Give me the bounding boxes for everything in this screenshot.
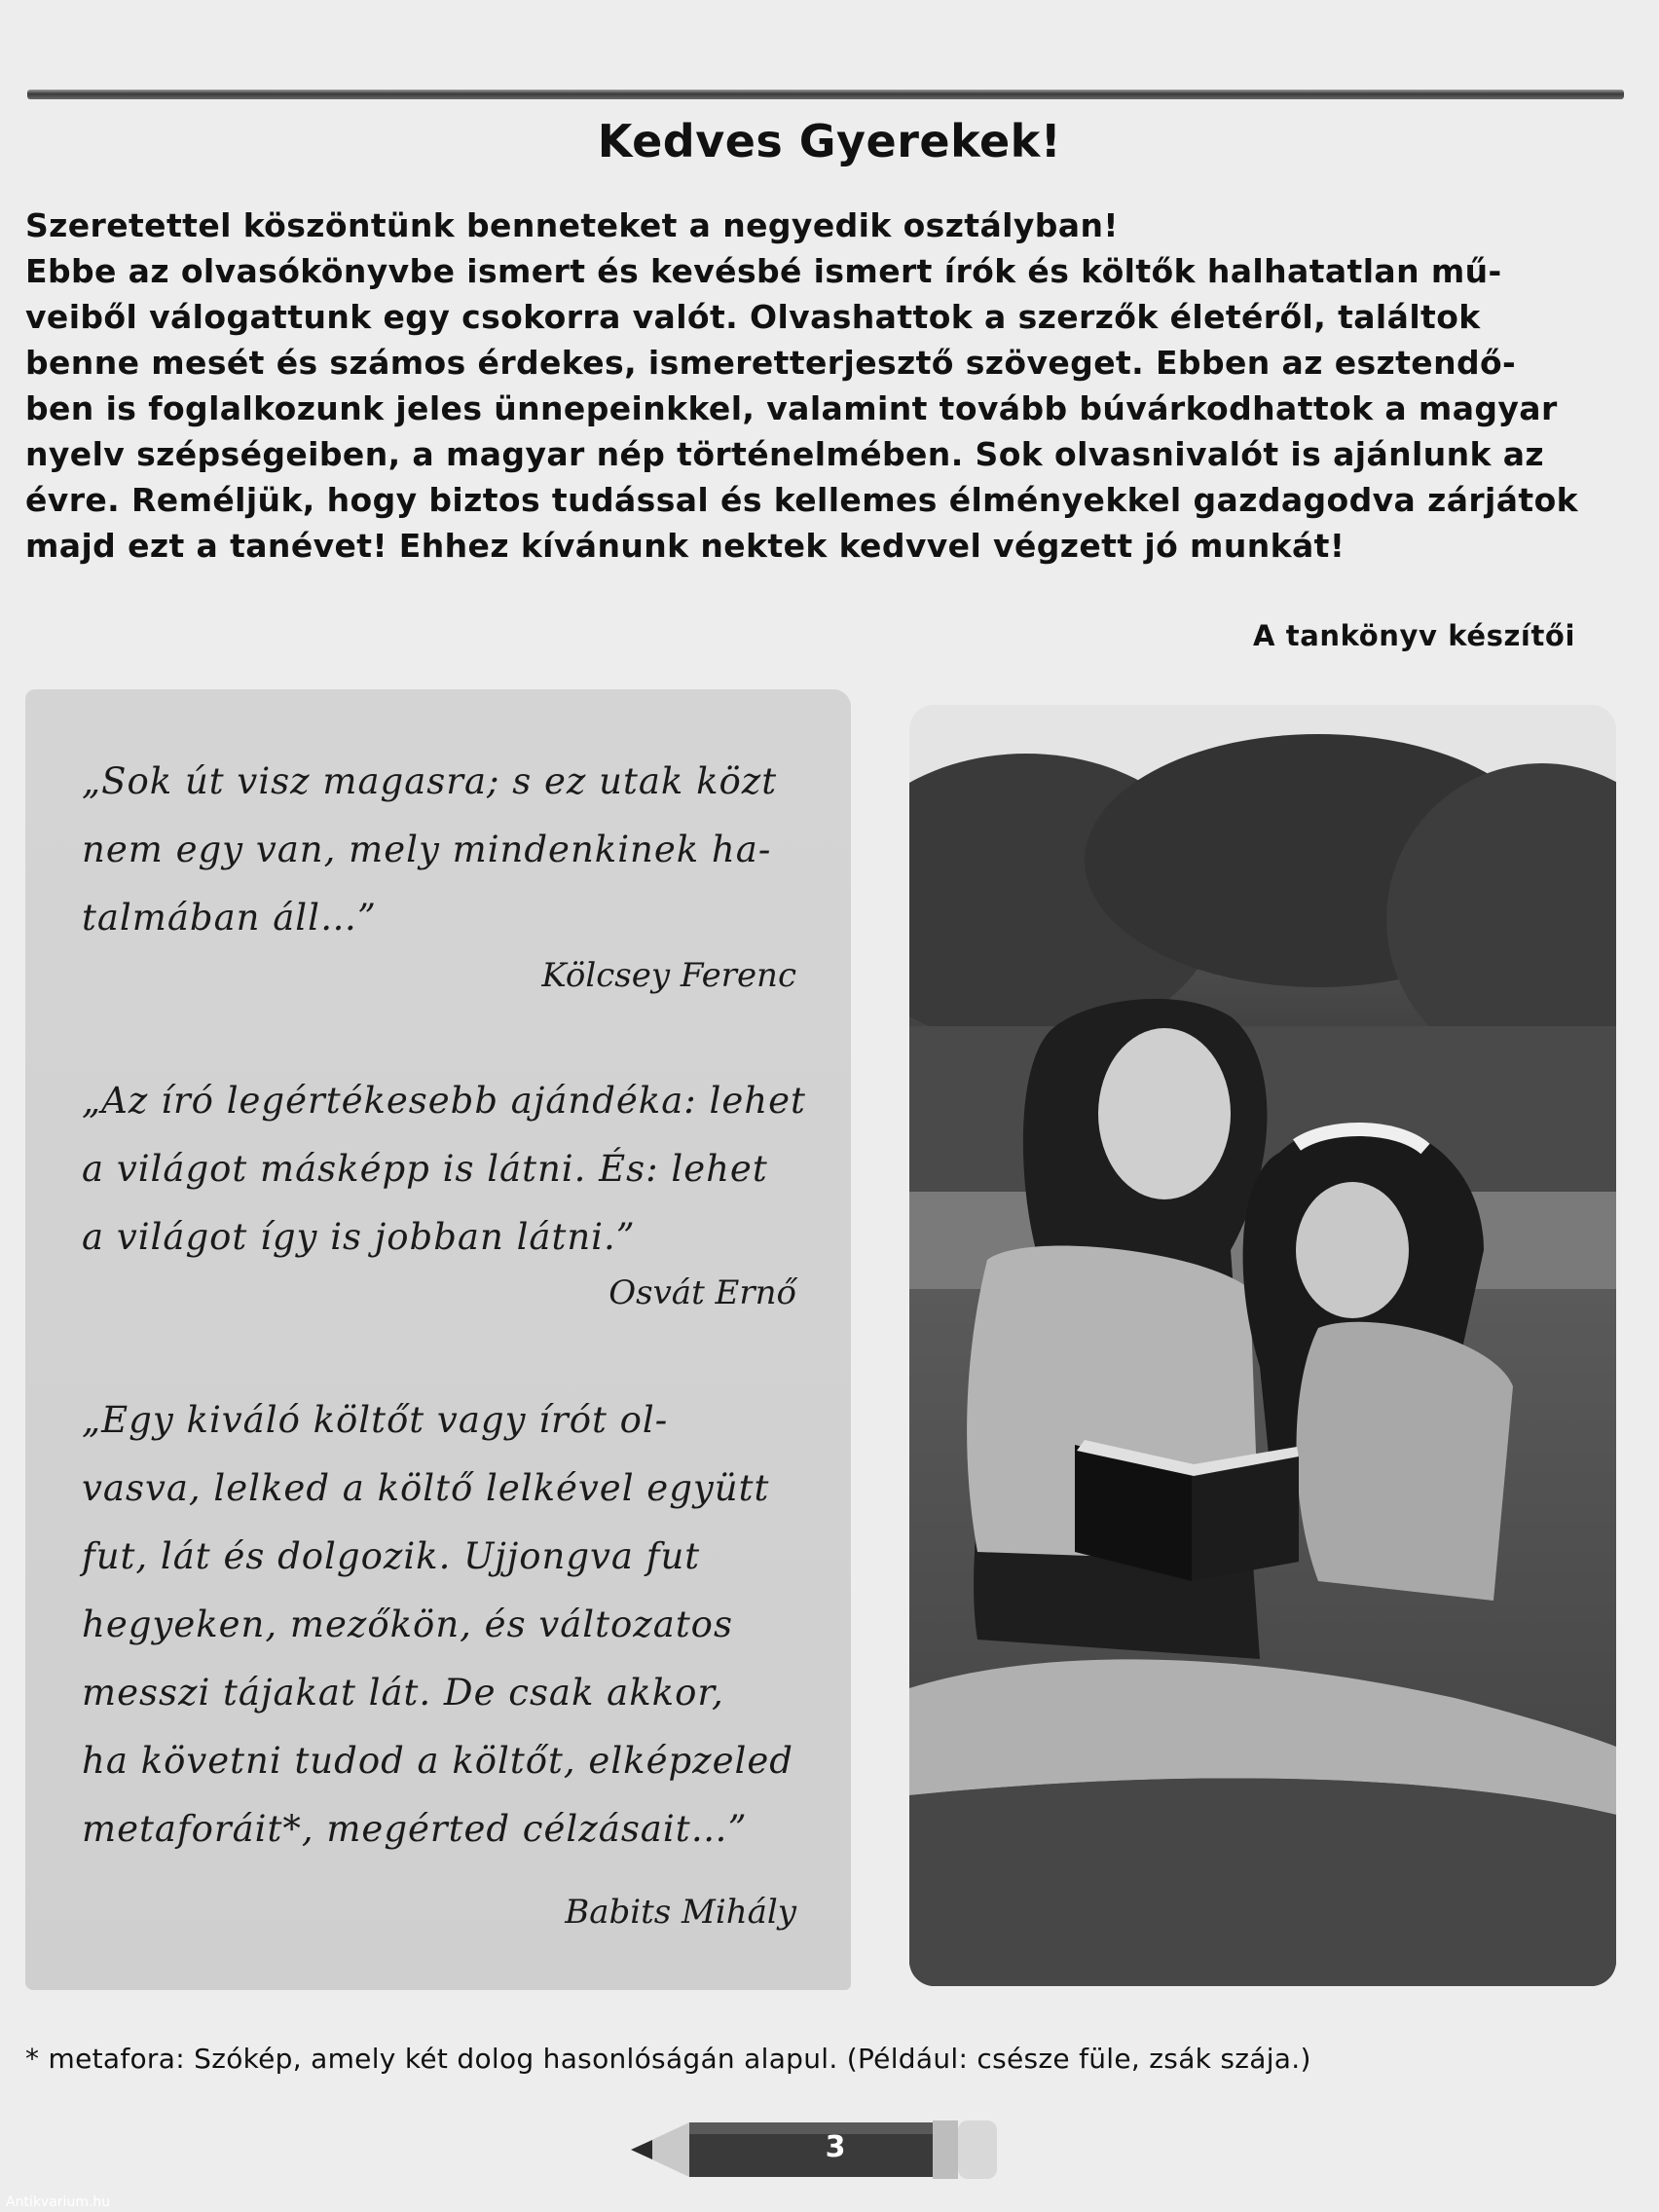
quote-kolcsey (82, 748, 824, 952)
intro-line: Ebbe az olvasókönyvbe ismert és kevésbé ismert írók és költők halhatatlan mű- (25, 252, 1502, 290)
quote-line: ha követni tudod a költőt, elképzeled (82, 1740, 793, 1782)
page-number: 3 (825, 2130, 846, 2164)
quote-line: messzi tájakat lát. De csak akkor, (82, 1672, 724, 1714)
photo-illustration (909, 705, 1616, 1986)
intro-line: majd ezt a tanévet! Ehhez kívánunk nektek kedvvel végzett jó munkát! (25, 527, 1346, 565)
quote-panel (25, 689, 851, 1990)
quote-line: a világot így is jobban látni.” (82, 1216, 636, 1258)
quote-line: vasva, lelked a költő lelkével együtt (82, 1467, 770, 1509)
mother-daughter-reading-photo (909, 705, 1616, 1986)
quote-line: nem egy van, mely mindenkinek ha- (82, 829, 772, 870)
intro-line: veiből válogattunk egy csokorra valót. Olvashattok a szerzők életéről, találtok (25, 298, 1481, 336)
intro-line: évre. Reméljük, hogy biztos tudással és kellemes élményekkel gazdagodva zárjátok (25, 481, 1579, 519)
quote-line: metaforáit*, megérted célzásait…” (82, 1808, 748, 1850)
quote-line: „Sok út visz magasra; s ez utak közt (82, 760, 778, 802)
authors-signature: A tankönyv készítői (1253, 619, 1575, 652)
quote-babits (82, 1386, 824, 1863)
quote-line: „Egy kiváló költőt vagy írót ol- (82, 1399, 669, 1441)
quote-line: fut, lát és dolgozik. Ujjongva fut (82, 1535, 701, 1577)
intro-line: ben is foglalkozunk jeles ünnepeinkkel, valamint tovább búvárkodhattok a magyar (25, 389, 1558, 427)
quote-author: Babits Mihály (565, 1893, 796, 1932)
intro-paragraph (25, 203, 1616, 569)
quote-line: talmában áll…” (82, 897, 377, 939)
page-title: Kedves Gyerekek! (597, 115, 1062, 167)
quote-osvat (82, 1067, 824, 1272)
quote-author: Kölcsey Ferenc (541, 956, 796, 995)
intro-line: benne mesét és számos érdekes, ismeretterjesztő szöveget. Ebben az esztendő- (25, 344, 1517, 382)
quote-line: a világot másképp is látni. És: lehet (82, 1148, 768, 1190)
footnote: * metafora: Szókép, amely két dolog hasonlóságán alapul. (Például: csésze füle, zsák szája.) (25, 2043, 1311, 2075)
top-divider-rule (27, 90, 1624, 99)
intro-line: nyelv szépségeiben, a magyar nép történelmében. Sok olvasnivalót is ajánlunk az (25, 435, 1545, 473)
quote-line: „Az író legértékesebb ajándéka: lehet (82, 1080, 806, 1122)
quote-author: Osvát Ernő (608, 1273, 796, 1312)
quote-line: hegyeken, mezőkön, és változatos (82, 1604, 733, 1645)
watermark: Antikvarium.hu (6, 2194, 111, 2210)
intro-line: Szeretettel köszöntünk benneteket a negyedik osztályban! (25, 206, 1119, 244)
